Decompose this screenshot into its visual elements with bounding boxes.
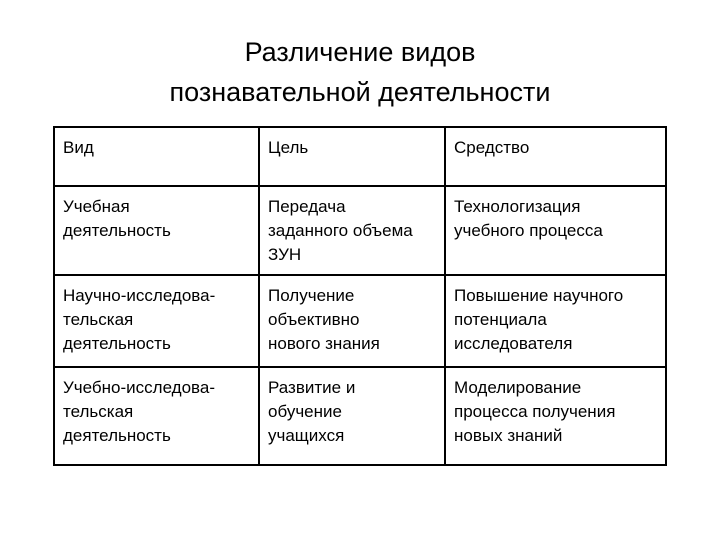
table-cell: Получение объективно нового знания xyxy=(259,275,445,367)
table-cell: Научно-исследова- тельская деятельность xyxy=(54,275,259,367)
header-cell-type: Вид xyxy=(54,127,259,186)
table-row xyxy=(54,367,666,465)
table-cell: Развитие и обучение учащихся xyxy=(259,367,445,465)
table-cell: Учебная деятельность xyxy=(54,186,259,275)
table-cell: Технологизация учебного процесса xyxy=(445,186,666,275)
table-cell: Передача заданного объема ЗУН xyxy=(259,186,445,275)
table-cell: Учебно-исследова- тельская деятельность xyxy=(54,367,259,465)
table-row xyxy=(54,275,666,367)
table-row xyxy=(54,186,666,275)
header-cell-means: Средство xyxy=(445,127,666,186)
table-cell: Повышение научного потенциала исследователя xyxy=(445,275,666,367)
table-cell: Моделирование процесса получения новых знаний xyxy=(445,367,666,465)
title-line-2: познавательной деятельности xyxy=(169,77,551,107)
title-line-1: Различение видов xyxy=(244,37,476,67)
header-cell-goal: Цель xyxy=(259,127,445,186)
page-title xyxy=(0,32,720,112)
comparison-table xyxy=(53,126,667,466)
table-header-row xyxy=(54,127,666,186)
